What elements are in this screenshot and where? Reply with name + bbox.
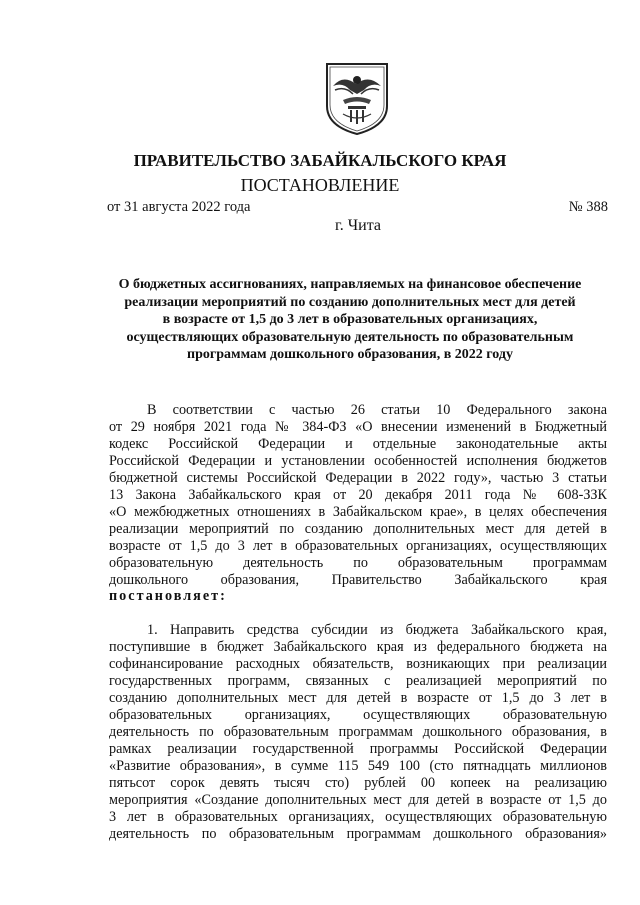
document-title [100,276,600,364]
text-line: «О межбюджетных отношениях в Забайкальском крае», в целях обеспечения [109,503,607,520]
document-date: от 31 августа 2022 года [107,199,251,215]
text-line: софинансирование расходных обязательств, возникающих при реализации [109,656,607,673]
resolves-word: постановляет: [109,588,227,605]
text-line: рамках реализации государственной программы Российской Федерации [109,741,607,758]
text-line: образовательных организациях, осуществляющих образовательную [109,707,607,724]
text-line: 1. Направить средства субсидии из бюджета Забайкальского края, [147,622,607,639]
document-number: № 388 [568,199,608,215]
preamble-paragraph [109,402,607,605]
text-line: государственных программ, связанных с реализацией мероприятий по [109,673,607,690]
title-line: осуществляющих образовательную деятельность по образовательным [126,329,574,345]
text-line: кодекс Российской Федерации и отдельные законодательные акты [109,435,607,452]
text-line: деятельность по образовательным программам дошкольного образования» [109,825,607,842]
document-body [109,402,607,843]
text-line: деятельность по образовательным программам дошкольного образования, в [109,724,607,741]
text-line: В соответствии с частью 26 статьи 10 Федерального закона [147,402,607,418]
coat-of-arms-icon [323,60,391,136]
text-line: дошкольного образования, Правительство Забайкальского края [109,571,607,588]
text-line: 3 лет в образовательных организациях, осуществляющих образовательную [109,808,607,825]
title-line: в возрасте от 1,5 до 3 лет в образовательных организациях, [162,312,538,327]
text-line: возрасте от 1,5 до 3 лет в образовательных организациях, осуществляющих [109,537,607,554]
text-line: от 29 ноября 2021 года № 384-ФЗ «О внесении изменений в Бюджетный [109,418,607,435]
title-line: программам дошкольного образования, в 2022 году [187,347,513,362]
title-line: реализации мероприятий по созданию дополнительных мест для детей [124,294,576,310]
text-line: Российской Федерации и установлении особенностей исполнения бюджетов [109,452,607,469]
text-line: образовательную деятельность по образовательным программам [109,554,607,571]
text-line: пятьсот сорок девять тысяч сто) рублей 00 копеек на реализацию [109,775,607,792]
text-line: реализации мероприятий по созданию дополнительных мест для детей в [109,520,607,537]
text-line: бюджетной системы Российской Федерации в 2022 году», частью 3 статьи [109,469,607,486]
document-type: ПОСТАНОВЛЕНИЕ [240,175,400,195]
government-name: ПРАВИТЕЛЬСТВО ЗАБАЙКАЛЬСКОГО КРАЯ [133,151,507,170]
text-line: «Развитие образования», в сумме 115 549 100 (сто пятнадцать миллионов [109,758,607,775]
text-line: поступившие в бюджет Забайкальского края из федерального бюджета на [109,639,607,656]
title-line: О бюджетных ассигнованиях, направляемых на финансовое обеспечение [118,277,582,292]
document-city: г. Чита [334,217,381,234]
item-1-paragraph [109,622,607,842]
text-line: мероприятия «Создание дополнительных мест для детей в возрасте от 1,5 до [109,791,607,808]
text-line: 13 Закона Забайкальского края от 20 декабря 2011 года № 608-ЗЗК [109,486,607,503]
text-line: созданию дополнительных мест для детей в возрасте от 1,5 до 3 лет в [109,690,607,707]
